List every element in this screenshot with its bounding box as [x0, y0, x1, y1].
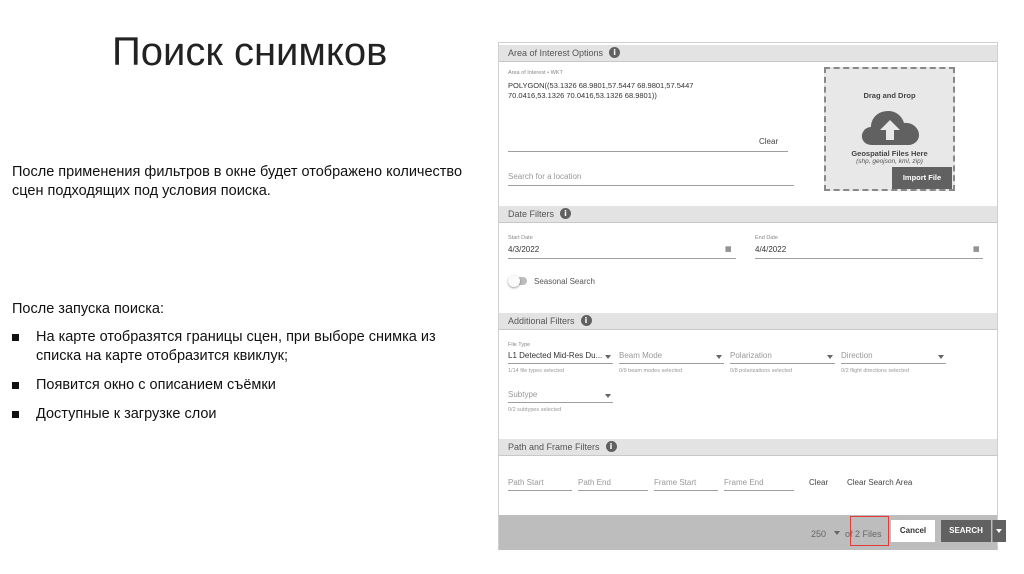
frame-end-placeholder: Frame End — [724, 478, 764, 487]
end-date-label: End Date — [755, 235, 778, 241]
date-header-label: Date Filters — [508, 209, 555, 219]
slide-paragraph-after-search: После запуска поиска: — [12, 301, 164, 317]
start-date-underline — [508, 258, 736, 259]
info-icon[interactable]: i — [581, 315, 592, 326]
additional-section-header — [499, 313, 997, 330]
chevron-down-icon[interactable] — [834, 531, 840, 535]
chevron-down-icon — [938, 355, 944, 359]
polarization-select[interactable] — [730, 350, 835, 364]
toggle-knob — [508, 275, 520, 287]
wkt-textarea[interactable]: POLYGON((53.1326 68.9801,57.5447 68.9801,57.5447 70.0416,53.1326 70.0416,53.1326 68.9801)) — [508, 81, 694, 100]
end-date-underline — [755, 258, 983, 259]
end-date-input[interactable]: 4/4/2022 — [755, 245, 787, 254]
bullet-square-icon — [12, 382, 19, 389]
beam-mode-select[interactable] — [619, 350, 724, 364]
start-date-input[interactable]: 4/3/2022 — [508, 245, 540, 254]
clear-wkt-button[interactable]: Clear — [759, 137, 779, 146]
wkt-underline — [508, 151, 788, 152]
search-location-input[interactable]: Search for a location — [508, 172, 582, 181]
chevron-down-icon — [605, 394, 611, 398]
direction-hint: 0/2 flight directions selected — [841, 368, 909, 374]
cloud-upload-icon — [858, 107, 922, 147]
wkt-label: Area of Interest • WKT — [508, 70, 563, 76]
info-icon[interactable]: i — [606, 441, 617, 452]
start-date-label: Start Date — [508, 235, 533, 241]
aoi-section-header — [499, 45, 997, 62]
subtype-select[interactable] — [508, 389, 613, 403]
search-options-dropdown[interactable] — [992, 520, 1006, 542]
result-count: of 2 Files — [845, 529, 882, 539]
drop-subtitle: Geospatial Files Here — [851, 149, 928, 158]
direction-placeholder: Direction — [841, 351, 873, 360]
date-section-header — [499, 206, 997, 223]
info-icon[interactable]: i — [609, 47, 620, 58]
result-count-highlight — [850, 516, 889, 546]
bullet-square-icon — [12, 411, 19, 418]
additional-header-label: Additional Filters — [508, 316, 575, 326]
drop-formats: (shp, geojson, kml, zip) — [856, 158, 923, 165]
search-location-underline — [508, 185, 794, 186]
max-results-select[interactable]: 250 — [811, 529, 827, 539]
bullet-text: На карте отобразятся границы сцен, при выборе снимка из списка на карте отобразится квиклук; — [36, 329, 436, 364]
path-end-placeholder: Path End — [578, 478, 611, 487]
path-frame-section-header — [499, 439, 997, 456]
clear-path-frame-button[interactable]: Clear — [809, 478, 829, 487]
slide-bullet-list — [12, 328, 482, 434]
import-file-button[interactable]: Import File — [892, 167, 952, 189]
file-type-select[interactable] — [508, 350, 613, 364]
path-frame-header-label: Path and Frame Filters — [508, 442, 600, 452]
path-end-input[interactable] — [578, 477, 648, 491]
bullet-text: Доступные к загрузке слои — [36, 406, 217, 422]
search-button[interactable]: SEARCH — [941, 520, 991, 542]
polarization-hint: 0/8 polarizations selected — [730, 368, 793, 374]
path-start-placeholder: Path Start — [508, 478, 544, 487]
chevron-down-icon — [996, 529, 1002, 533]
seasonal-search-toggle[interactable] — [509, 277, 527, 285]
chevron-down-icon — [716, 355, 722, 359]
beam-mode-placeholder: Beam Mode — [619, 351, 663, 360]
bullet-item — [12, 328, 482, 366]
file-drop-zone[interactable] — [824, 67, 955, 191]
file-type-label: File Type — [508, 342, 531, 348]
bullet-item — [12, 405, 482, 424]
search-footer-bar — [499, 515, 997, 550]
calendar-icon[interactable]: ▦ — [973, 246, 980, 253]
frame-start-input[interactable] — [654, 477, 718, 491]
slide-title: Поиск снимков — [112, 30, 388, 74]
clear-search-area-button[interactable]: Clear Search Area — [847, 478, 913, 487]
search-filters-panel — [498, 42, 998, 550]
cancel-button[interactable]: Cancel — [891, 520, 935, 542]
calendar-icon[interactable]: ▦ — [725, 246, 732, 253]
file-type-hint: 1/14 file types selected — [508, 368, 564, 374]
direction-select[interactable] — [841, 350, 946, 364]
aoi-header-label: Area of Interest Options — [508, 48, 604, 58]
file-type-value: L1 Detected Mid-Res Du... — [508, 351, 603, 360]
slide-paragraph-results: После применения фильтров в окне будет отображено количество сцен подходящих под условия поиска. — [12, 164, 463, 199]
bullet-item — [12, 376, 482, 395]
frame-start-placeholder: Frame Start — [654, 478, 697, 487]
frame-end-input[interactable] — [724, 477, 794, 491]
chevron-down-icon — [605, 355, 611, 359]
subtype-placeholder: Subtype — [508, 390, 538, 399]
path-start-input[interactable] — [508, 477, 572, 491]
chevron-down-icon — [827, 355, 833, 359]
bullet-square-icon — [12, 334, 19, 341]
info-icon[interactable]: i — [560, 208, 571, 219]
drop-title: Drag and Drop — [863, 91, 916, 100]
beam-mode-hint: 0/9 beam modes selected — [619, 368, 682, 374]
seasonal-search-label: Seasonal Search — [534, 277, 595, 286]
subtype-hint: 0/2 subtypes selected — [508, 407, 562, 413]
bullet-text: Появится окно с описанием съёмки — [36, 377, 276, 393]
polarization-placeholder: Polarization — [730, 351, 772, 360]
